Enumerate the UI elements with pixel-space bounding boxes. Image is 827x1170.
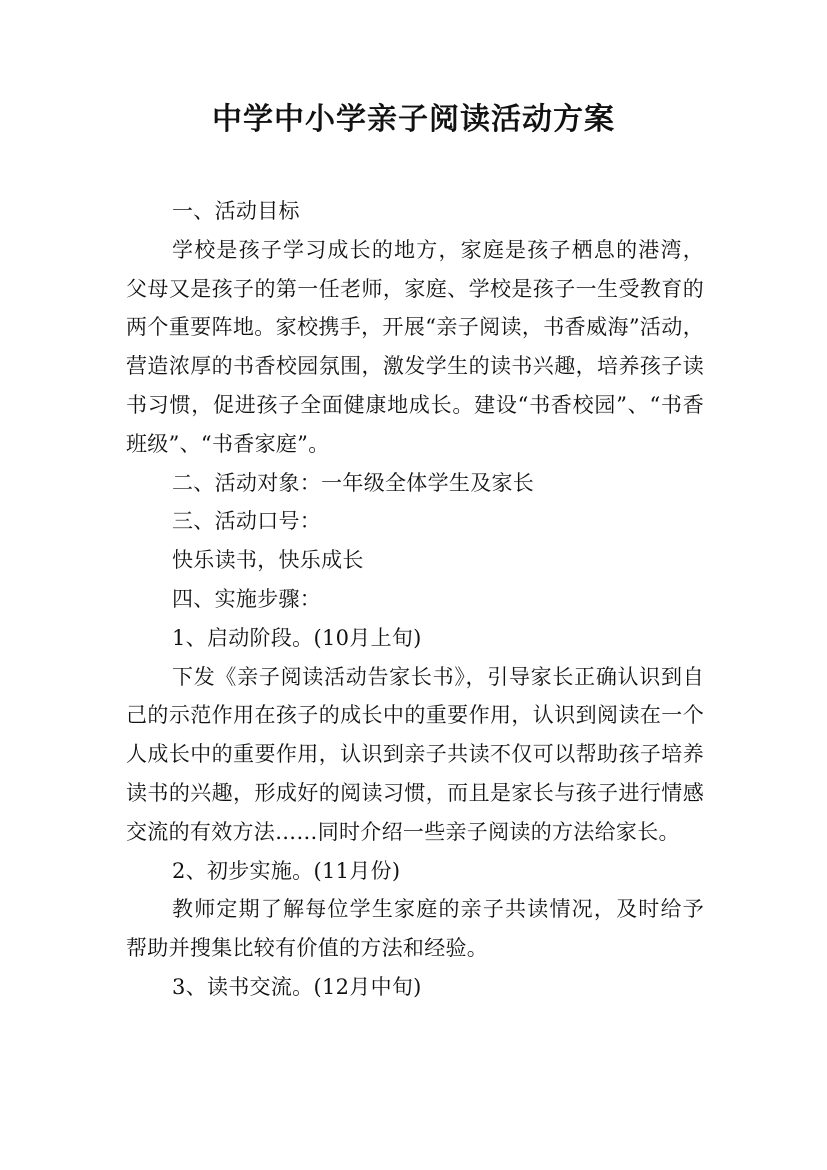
document-title: 中学中小学亲子阅读活动方案 — [212, 102, 615, 137]
document-body — [126, 192, 704, 1007]
section-heading-goal: 一、活动目标 — [172, 199, 300, 223]
step-heading-exchange: 3、读书交流。(12月中旬) — [172, 974, 422, 999]
step-heading-launch: 1、启动阶段。(10月上旬) — [172, 625, 422, 650]
paragraph-slogan: 快乐读书，快乐成长 — [172, 548, 364, 573]
step-heading-implementation: 2、初步实施。(11月份) — [172, 858, 401, 883]
paragraph-implementation: 教师定期了解每位学生家庭的亲子共读情况，及时给予帮助并搜集比较有价值的方法和经验。 — [126, 897, 704, 961]
section-heading-audience: 二、活动对象：一年级全体学生及家长 — [172, 470, 535, 495]
section-heading-steps: 四、实施步骤： — [172, 586, 322, 611]
paragraph-launch: 下发《亲子阅读活动告家长书》，引导家长正确认识到自己的示范作用在孩子的成长中的重要作用，认识到阅读在一个人成长中的重要作用，认识到亲子共读不仅可以帮助孩子培养读书的兴趣，形成好的阅读习惯，而且是家长与孩子进行情感交流的有效方法……同时介绍一些亲子阅读的方法给家长。 — [126, 664, 704, 844]
paragraph-goal-description: 学校是孩子学习成长的地方，家庭是孩子栖息的港湾，父母又是孩子的第一任老师，家庭、学校是孩子一生受教育的两个重要阵地。家校携手，开展“亲子阅读，书香威海”活动，营造浓厚的书香校园氛围，激发学生的读书兴趣，培养孩子读书习惯，促进孩子全面健康地成长。建设“书香校园”、“书香班级”、“书香家庭”。 — [126, 237, 704, 456]
section-heading-slogan: 三、活动口号： — [172, 509, 322, 534]
